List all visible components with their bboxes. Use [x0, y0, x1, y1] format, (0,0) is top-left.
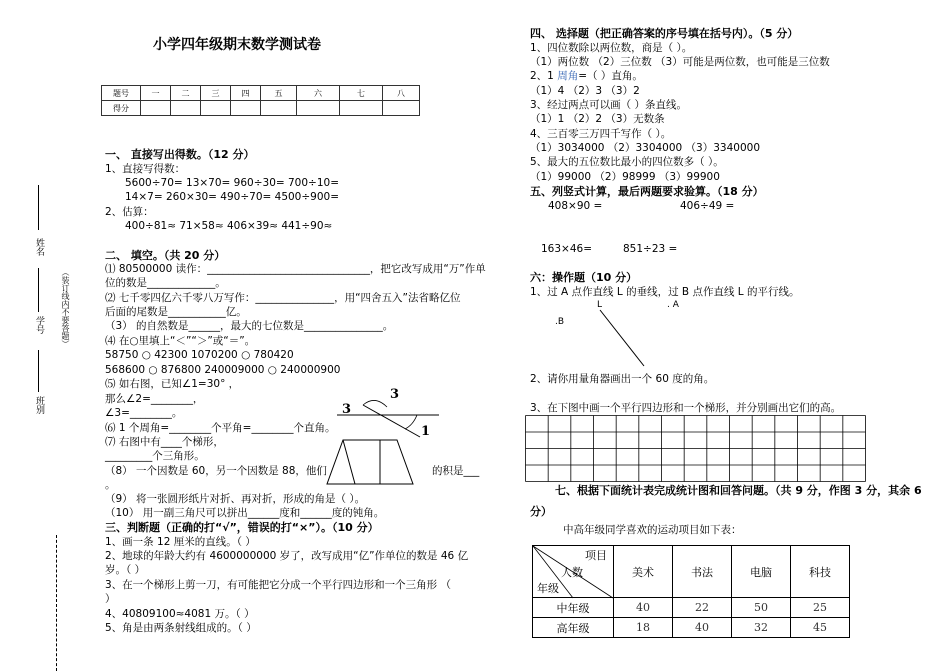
sec4-line: 1、四位数除以两位数，商是（ ）。	[530, 42, 693, 54]
sec1-row: 14×7= 260×30= 490÷70= 4500÷900=	[125, 191, 340, 203]
sec4-line: （1）1 （2）2 （3）无数条	[530, 113, 665, 125]
sec4-line: （1）4 （2）3 （3）2	[530, 85, 640, 97]
table-row	[533, 618, 850, 638]
sec2-line: _________个三角形。	[105, 450, 205, 462]
score-col: 六	[297, 86, 340, 101]
sec6-line: 3、在下图中画一个平行四边形和一个梯形，并分别画出它们的高。	[530, 402, 842, 414]
sec2-title: 二、 填空。（共 20 分）	[105, 249, 226, 262]
score-cell[interactable]	[201, 101, 231, 116]
row-label: 高年级	[533, 618, 614, 638]
score-table	[101, 85, 420, 116]
corner-label: 人数	[561, 566, 583, 579]
id-line[interactable]	[38, 268, 39, 312]
col-header: 美术	[614, 546, 673, 598]
score-cell[interactable]	[231, 101, 261, 116]
sec3-title: 三、判断题（正确的打“√”，错误的打“×”）。（10 分）	[105, 521, 379, 534]
sec7-title: 七、根据下面统计表完成统计图和回答问题。（共 9 分，作图 3 分，其余 6	[555, 484, 922, 497]
cell-value: 25	[791, 598, 850, 618]
score-col: 一	[141, 86, 171, 101]
sec2-line: ⑵ 七千零四亿六千零八万写作：_______________，用“四舍五入”法省略亿位	[105, 292, 461, 304]
sec4-line: 3、经过两点可以画（ ）条直线。	[530, 99, 688, 111]
sec5-title: 五、列竖式计算，最后两题要求验算。（18 分）	[530, 185, 764, 198]
trapezoid-figure	[325, 438, 415, 488]
corner-label: 项目	[585, 549, 607, 562]
line-L-stroke	[600, 310, 644, 366]
class-label: 班别	[34, 396, 44, 414]
figure-line	[363, 405, 420, 437]
name-label: 姓名	[34, 238, 44, 256]
cell-value: 40	[673, 618, 732, 638]
angle-label: 3	[390, 387, 400, 402]
angle-arc	[405, 415, 417, 429]
sec2-line: （3） 的自然数是______，最大的七位数是_______________。	[105, 320, 394, 332]
cell-value: 22	[673, 598, 732, 618]
sec3-line: 岁。（ ）	[105, 564, 146, 576]
score-col: 八	[383, 86, 420, 101]
sec2-line: ⑸ 如右图，已知∠1=30° ，	[105, 378, 240, 390]
sec4-line: 5、最大的五位数比最小的四位数多（ ）。	[530, 156, 724, 168]
sec2-line: ⑹ 1 个周角=________个平角=________个直角。	[105, 422, 336, 434]
col-header: 科技	[791, 546, 850, 598]
sec1-title: 一、 直接写出得数。（12 分）	[105, 148, 255, 161]
sec4-line: （1）两位数 （2）三位数 （3）可能是两位数，也可能是三位数	[530, 56, 830, 68]
sec3-line: 1、画一条 12 厘米的直线。（ ）	[105, 536, 256, 548]
sec6-title: 六：操作题（10 分）	[530, 271, 638, 284]
page-title: 小学四年级期末数学测试卷	[153, 37, 321, 53]
angle-label: 1	[421, 424, 431, 439]
sec4-l3-prefix: 2、1	[530, 70, 558, 82]
score-cell[interactable]	[297, 101, 340, 116]
binding-note: （装订线内不要答题）	[61, 268, 70, 348]
sec5-problem: 851÷23 =	[623, 243, 678, 255]
cell-value: 50	[732, 598, 791, 618]
table-row	[533, 598, 850, 618]
sec1-q2: 2、估算：	[105, 206, 154, 218]
sec6-line: 1、过 A 点作直线 L 的垂线，过 B 点作直线 L 的平行线。	[530, 286, 800, 298]
sec7-intro: 中高年级同学喜欢的运动项目如下表：	[563, 524, 742, 536]
sec2-line: ⑺ 右图中有____个梯形，	[105, 436, 224, 448]
drawing-grid[interactable]	[525, 415, 866, 482]
sec2-line: 58750 ○ 42300 1070200 ○ 780420	[105, 349, 294, 361]
line-L[interactable]	[598, 308, 648, 370]
score-col: 四	[231, 86, 261, 101]
corner-label: 年级	[537, 582, 559, 595]
score-cell[interactable]	[261, 101, 297, 116]
sec4-line	[530, 70, 643, 83]
sec2-line: 568600 ○ 876800 240009000 ○ 240000900	[105, 364, 341, 376]
sec2-line: 位的数是_____________。	[105, 277, 226, 289]
sec2-line: ⑴ 80500000 读作：_______________________________，把它改写成用“万”作单	[105, 263, 486, 275]
angle-label: 3	[342, 402, 352, 417]
sec5-problem: 408×90 =	[548, 200, 603, 212]
name-line[interactable]	[38, 185, 39, 230]
sec2-line: ⑷ 在○里填上“＜”“＞”或“＝”。	[105, 335, 256, 347]
sec5-problem: 163×46=	[541, 243, 592, 255]
sec7-title-cont: 分）	[530, 505, 552, 518]
stats-table	[532, 545, 850, 638]
col-header: 书法	[673, 546, 732, 598]
sec2-line: 那么∠2=________，	[105, 393, 204, 405]
sec5-problem: 406÷49 =	[680, 200, 735, 212]
cell-value: 45	[791, 618, 850, 638]
sec4-line: （1）99000 （2）98999 （3）99900	[530, 171, 720, 183]
line-L-label: L	[597, 300, 603, 310]
sec4-line: （1）3034000 （2）3304000 （3）3340000	[530, 142, 761, 154]
sec4-l3-suffix: =（ ）直角。	[578, 70, 643, 82]
class-line[interactable]	[38, 350, 39, 392]
score-col: 七	[340, 86, 383, 101]
sec1-row: 400÷81≈ 71×58≈ 406×39≈ 441÷90≈	[125, 220, 333, 232]
score-col: 五	[261, 86, 297, 101]
cell-value: 40	[614, 598, 673, 618]
figure-line	[343, 440, 355, 484]
zhoujiao-link[interactable]: 周角	[557, 70, 579, 82]
point-B-label: .B	[555, 317, 565, 327]
trapezoid-outline	[327, 440, 413, 484]
score-cell[interactable]	[340, 101, 383, 116]
score-row-label: 得分	[102, 101, 141, 116]
sec2-line: （10） 用一副三角尺可以拼出______度和______度的钝角。	[105, 507, 385, 519]
binding-line	[56, 535, 57, 671]
row-label: 中年级	[533, 598, 614, 618]
sec2-line: 。	[105, 479, 116, 491]
sec2-line: ∠3=________。	[105, 407, 183, 419]
score-cell[interactable]	[171, 101, 201, 116]
corner-cell	[533, 546, 614, 598]
sec2-line: 的积是___	[432, 465, 480, 477]
sec2-line: （8） 一个因数是 60，另一个因数是 88，他们	[105, 465, 327, 477]
sec4-title: 四、 选择题（把正确答案的序号填在括号内）。（5 分）	[530, 27, 799, 40]
sec1-row: 5600÷70= 13×70= 960÷30= 700÷10=	[125, 177, 340, 189]
sec2-line: （9） 将一张圆形纸片对折、再对折，形成的角是（ ）。	[105, 493, 366, 505]
col-header: 电脑	[732, 546, 791, 598]
point-A-label: . A	[667, 300, 679, 310]
id-label: 学号	[34, 316, 44, 334]
score-header-label: 题号	[102, 86, 141, 101]
sec3-line: 4、40809100≈4081 万。（ ）	[105, 608, 255, 620]
sec3-line: 5、角是由两条射线组成的。（ ）	[105, 622, 257, 634]
score-col: 三	[201, 86, 231, 101]
sec3-line: 3、在一个梯形上剪一刀，有可能把它分成一个平行四边形和一个三角形 （	[105, 579, 452, 591]
score-cell[interactable]	[383, 101, 420, 116]
sec6-line: 2、请你用量角器画出一个 60 度的角。	[530, 373, 715, 385]
sec2-line: 后面的尾数是___________亿。	[105, 306, 247, 318]
angle-arc	[363, 400, 387, 407]
sec3-line: 2、地球的年龄大约有 4600000000 岁了，改写成用“亿”作单位的数是 46 亿	[105, 550, 469, 562]
cell-value: 18	[614, 618, 673, 638]
sec4-line: 4、三百零三万四千写作（ ）。	[530, 128, 672, 140]
cell-value: 32	[732, 618, 791, 638]
score-col: 二	[171, 86, 201, 101]
sec3-line: ）	[105, 593, 116, 605]
sec1-q1: 1、直接写得数：	[105, 163, 186, 175]
score-cell[interactable]	[141, 101, 171, 116]
